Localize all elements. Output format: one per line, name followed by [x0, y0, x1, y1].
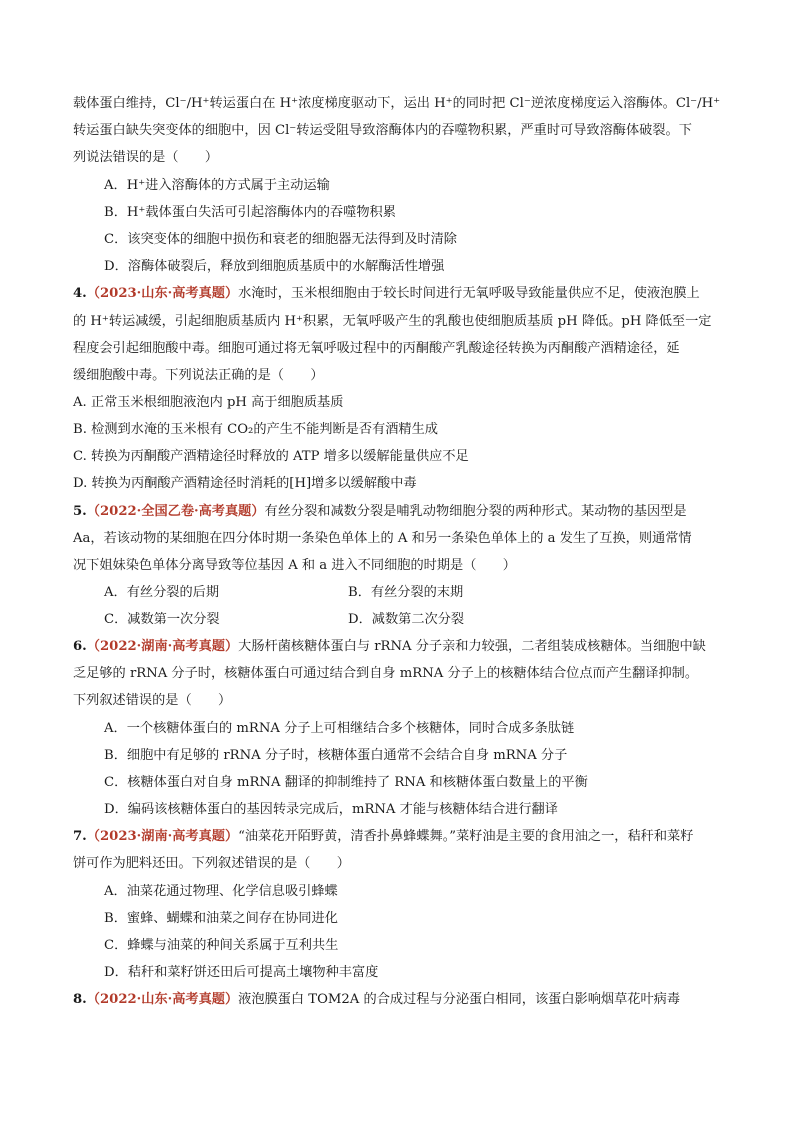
- q7-option-a: A．油菜花通过物理、化学信息吸引蜂蝶: [104, 884, 338, 899]
- q4-option-c: C. 转换为丙酮酸产酒精途径时释放的 ATP 增多以缓解能量供应不足: [73, 449, 469, 464]
- q5-number: 5.: [73, 504, 87, 519]
- q7-option-c: C．蜂蝶与油菜的种间关系属于互利共生: [104, 938, 339, 953]
- q6-option-a: A．一个核糖体蛋白的 mRNA 分子上可相继结合多个核糖体，同时合成多条肽链: [104, 721, 575, 736]
- q4-text-1: 水淹时，玉米根细胞由于较长时间进行无氧呼吸导致能量供应不足，使液泡膜上: [238, 286, 700, 301]
- q6-number: 6.: [73, 639, 87, 654]
- q8-number: 8.: [73, 992, 87, 1007]
- q6-text-1: 大肠杆菌核糖体蛋白与 rRNA 分子亲和力较强，二者组装成核糖体。当细胞中缺: [238, 639, 706, 654]
- q7-option-b: B．蜜蜂、蝴蝶和油菜之间存在协同进化: [104, 911, 338, 926]
- q3-line-3: 列说法错误的是（ ）: [73, 150, 219, 165]
- q8-source: （2022·山东·高考真题）: [86, 992, 239, 1007]
- q5-text-1: 有丝分裂和减数分裂是哺乳动物细胞分裂的两种形式。某动物的基因型是: [264, 504, 687, 519]
- q6-line-3: 下列叙述错误的是（ ）: [73, 693, 232, 708]
- q7-option-d: D．秸秆和菜籽饼还田后可提高土壤物种丰富度: [104, 965, 379, 980]
- q4-source: （2023·山东·高考真题）: [86, 286, 239, 301]
- q4-number: 4.: [73, 286, 87, 301]
- q5-option-b: B．有丝分裂的末期: [348, 585, 464, 600]
- q5-line-2: Aa，若该动物的某细胞在四分体时期一条染色单体上的 A 和另一条染色单体上的 a 发生了互换，则通常情: [73, 531, 692, 546]
- q7-number: 7.: [73, 829, 87, 844]
- q6-source: （2022·湖南·高考真题）: [86, 639, 239, 654]
- q3-option-a: A．H⁺进入溶酶体的方式属于主动运输: [104, 178, 330, 193]
- q8-line-1: [73, 991, 680, 1009]
- q4-line-2: 的 H⁺转运减缓，引起细胞质基质内 H⁺积累，无氧呼吸产生的乳酸也使细胞质基质 pH 降低。pH 降低至一定: [73, 314, 712, 329]
- q6-option-c: C．核糖体蛋白对自身 mRNA 翻译的抑制维持了 RNA 和核糖体蛋白数量上的平衡: [104, 775, 588, 790]
- q6-option-b: B．细胞中有足够的 rRNA 分子时，核糖体蛋白通常不会结合自身 mRNA 分子: [104, 748, 568, 763]
- q3-option-c: C．该突变体的细胞中损伤和衰老的细胞器无法得到及时清除: [104, 232, 457, 247]
- q5-option-c: C．减数第一次分裂: [104, 612, 220, 627]
- q6-line-2: 乏足够的 rRNA 分子时，核糖体蛋白可通过结合到自身 mRNA 分子上的核糖体结合位点而产生翻译抑制。: [73, 666, 699, 681]
- q4-option-b: B. 检测到水淹的玉米根有 CO₂的产生不能判断是否有酒精生成: [73, 422, 438, 437]
- q4-line-3: 程度会引起细胞酸中毒。细胞可通过将无氧呼吸过程中的丙酮酸产乳酸途径转换为丙酮酸产酒精途径，延: [73, 341, 680, 356]
- q6-line-1: [73, 638, 706, 656]
- q7-line-2: 饼可作为肥料还田。下列叙述错误的是（ ）: [73, 856, 350, 871]
- q3-option-d: D．溶酶体破裂后，释放到细胞质基质中的水解酶活性增强: [104, 259, 445, 274]
- q7-source: （2023·湖南·高考真题）: [86, 829, 239, 844]
- q7-text-1: “油菜花开陌野黄，清香扑鼻蜂蝶舞。”菜籽油是主要的食用油之一，秸秆和菜籽: [238, 829, 694, 844]
- q5-line-1: [73, 503, 687, 521]
- q3-line-1: 载体蛋白维持，Cl⁻/H⁺转运蛋白在 H⁺浓度梯度驱动下，运出 H⁺的同时把 Cl⁻逆浓度梯度运入溶酶体。Cl⁻/H⁺: [73, 96, 721, 111]
- q5-line-3: 况下姐妹染色单体分离导致等位基因 A 和 a 进入不同细胞的时期是（ ）: [73, 558, 516, 573]
- q7-line-1: [73, 828, 693, 846]
- q4-line-1: [73, 285, 700, 303]
- q3-option-b: B．H⁺载体蛋白失活可引起溶酶体内的吞噬物积累: [104, 205, 396, 220]
- q4-option-a: A. 正常玉米根细胞液泡内 pH 高于细胞质基质: [73, 395, 344, 410]
- q5-option-d: D．减数第二次分裂: [348, 612, 465, 627]
- q4-option-d: D. 转换为丙酮酸产酒精途径时消耗的[H]增多以缓解酸中毒: [73, 476, 417, 491]
- q3-line-2: 转运蛋白缺失突变体的细胞中，因 Cl⁻转运受阻导致溶酶体内的吞噬物积累，严重时可导致溶酶体破裂。下: [73, 123, 692, 138]
- q6-option-d: D．编码该核糖体蛋白的基因转录完成后，mRNA 才能与核糖体结合进行翻译: [104, 802, 558, 817]
- q5-source: （2022·全国乙卷·高考真题）: [86, 504, 265, 519]
- q5-option-a: A．有丝分裂的后期: [104, 585, 220, 600]
- q4-line-4: 缓细胞酸中毒。下列说法正确的是（ ）: [73, 368, 324, 383]
- q8-text-1: 液泡膜蛋白 TOM2A 的合成过程与分泌蛋白相同，该蛋白影响烟草花叶病毒: [238, 992, 681, 1007]
